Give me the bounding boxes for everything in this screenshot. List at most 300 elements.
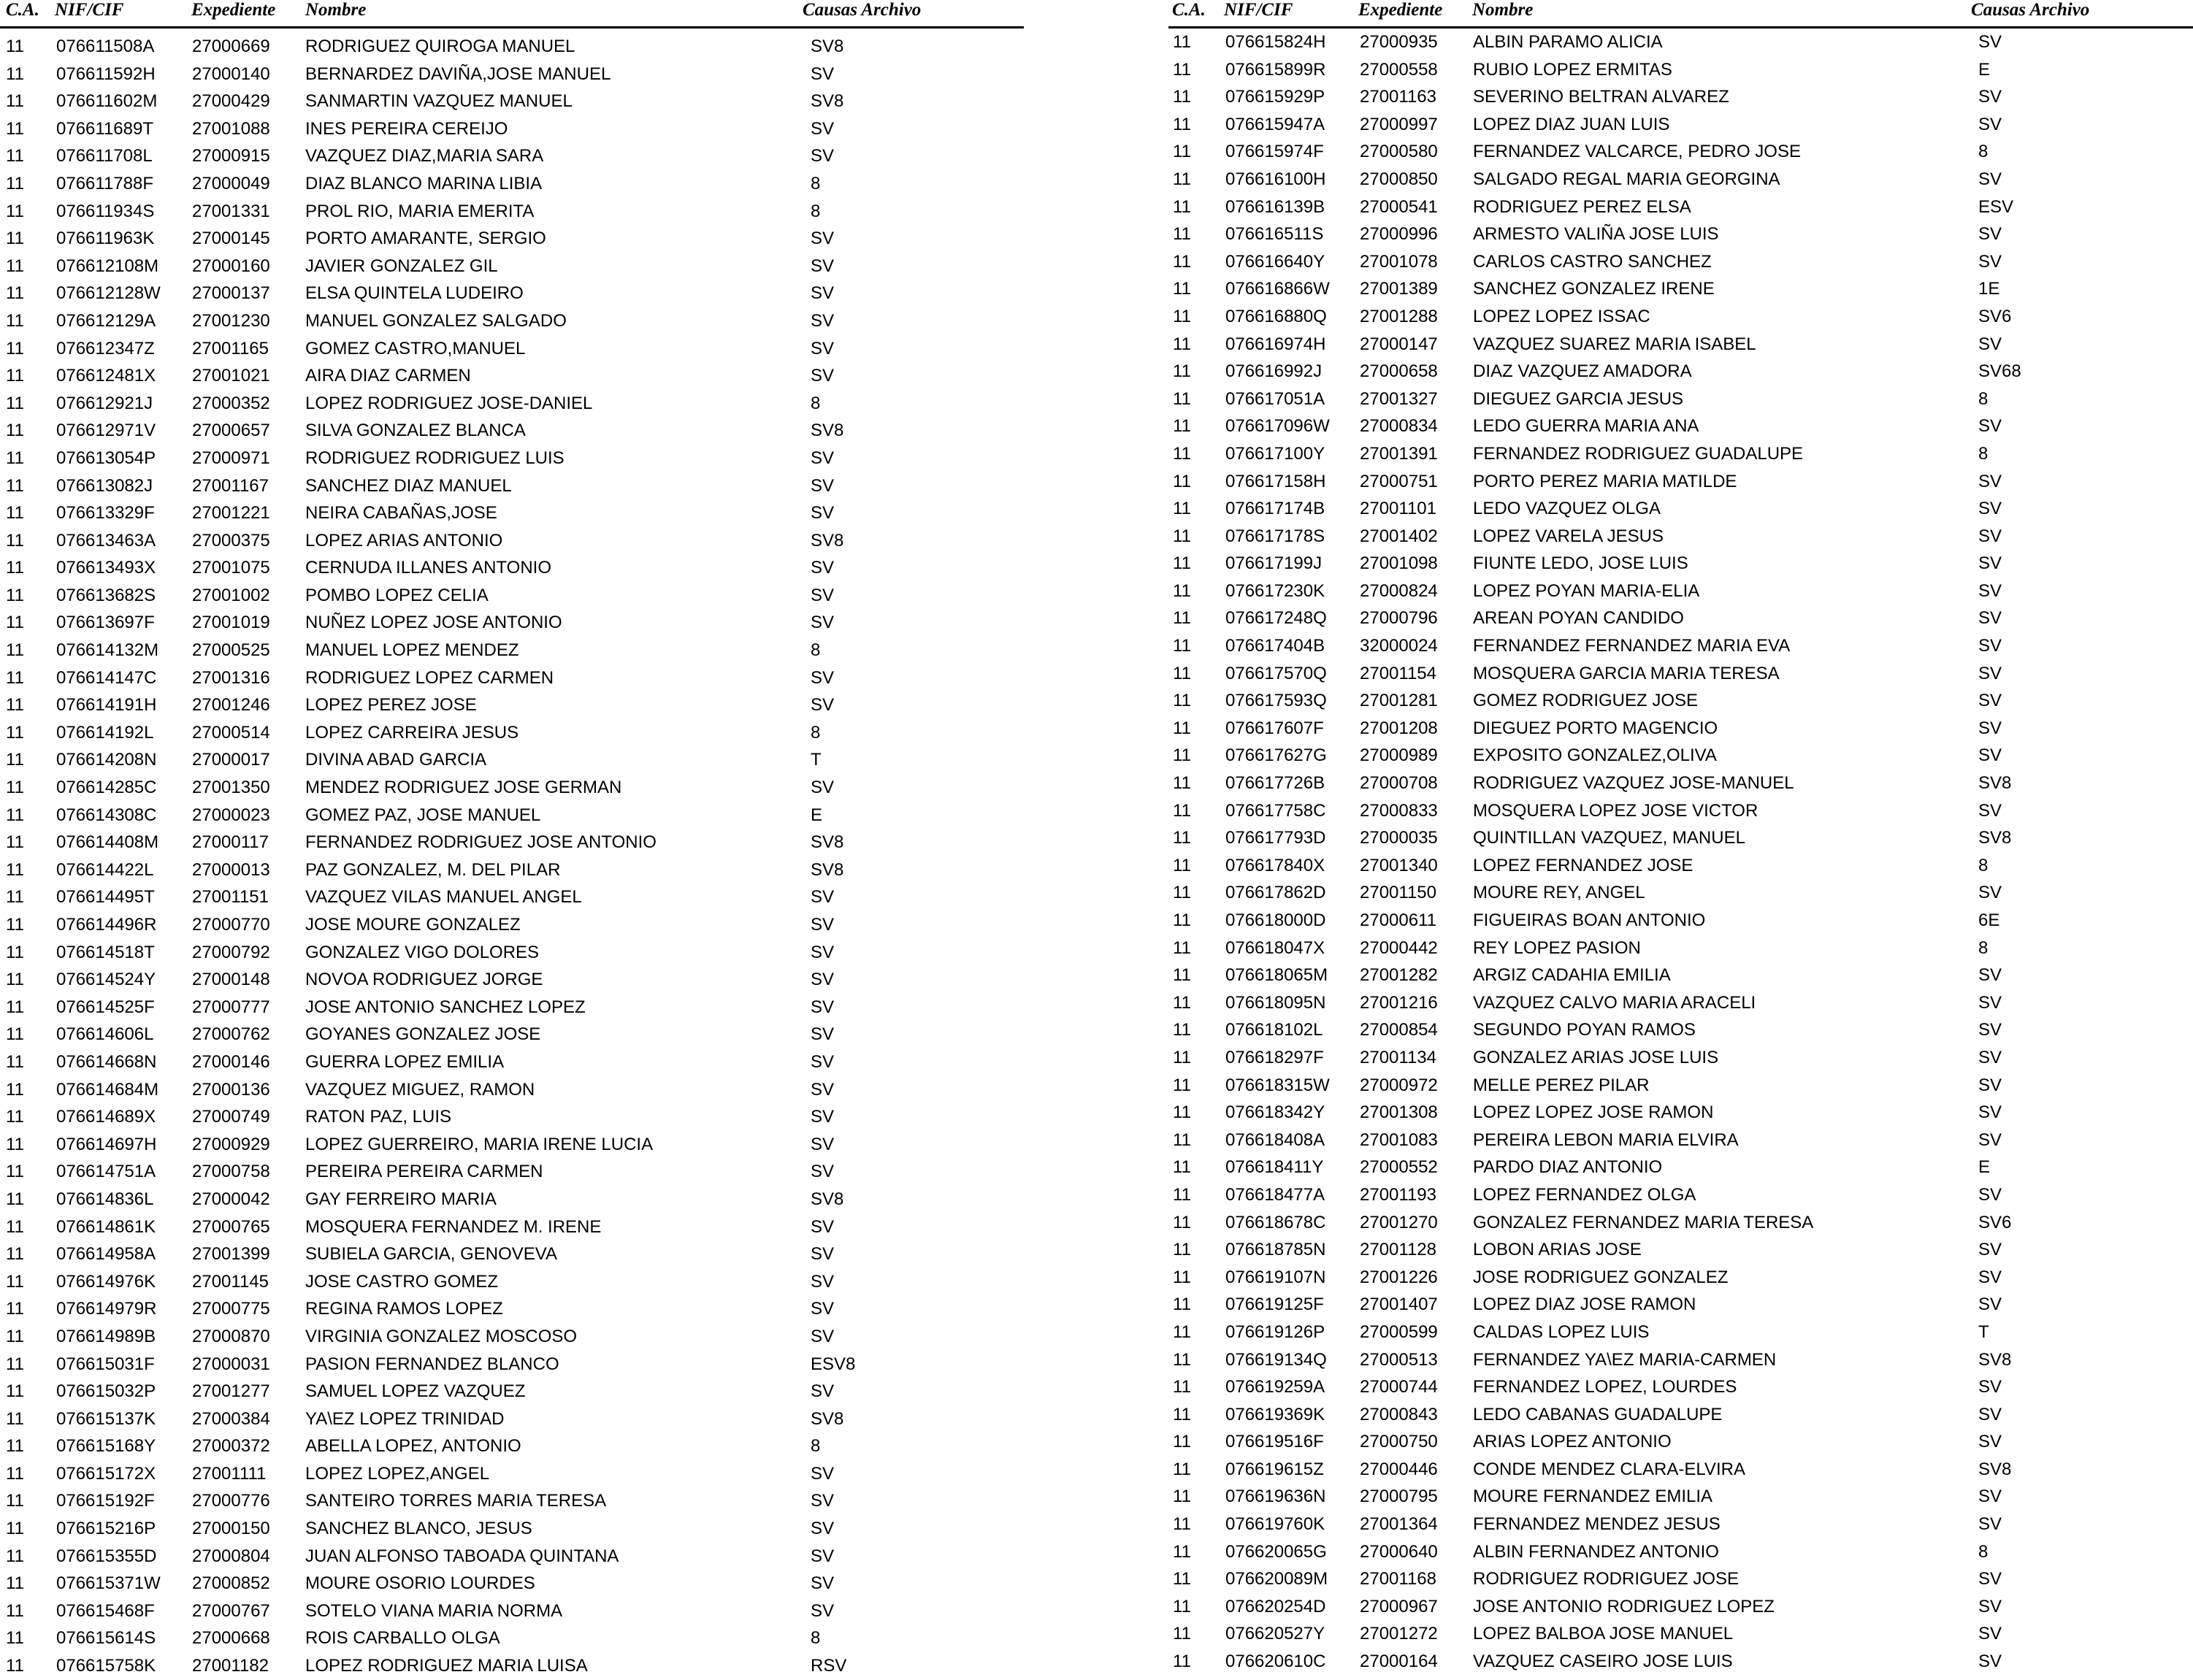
cell-causas: SV [811, 1162, 835, 1182]
cell-causas: SV [811, 1216, 835, 1237]
cell-ca: 11 [6, 997, 24, 1017]
cell-ca: 11 [6, 1189, 24, 1209]
table-row [0, 911, 1024, 939]
cell-causas: SV [1978, 691, 2002, 711]
cell-ca: 11 [1173, 1075, 1191, 1095]
cell-nombre: LOPEZ RODRIGUEZ JOSE-DANIEL [305, 393, 593, 413]
cell-nombre: FERNANDEZ FERNANDEZ MARIA EVA [1473, 636, 1791, 656]
cell-causas: SV [1978, 718, 2002, 738]
cell-ca: 11 [6, 1546, 24, 1566]
cell-causas: SV [1978, 526, 2002, 546]
cell-ca: 11 [6, 146, 24, 166]
cell-expediente: 27000657 [192, 421, 270, 441]
cell-causas: SV [811, 1600, 835, 1621]
table-row [1168, 1511, 2193, 1538]
cell-causas: SV [1978, 1129, 2002, 1150]
table-row [1168, 605, 2193, 632]
cell-causas: SV [1978, 416, 2002, 437]
table-row [1168, 1099, 2193, 1127]
cell-nombre: DIAZ BLANCO MARINA LIBIA [305, 173, 543, 193]
table-row [0, 499, 1024, 527]
cell-nombre: MOSQUERA LOPEZ JOSE VICTOR [1473, 800, 1758, 821]
table-row [0, 1652, 1024, 1680]
cell-nif: 076615371W [56, 1573, 161, 1594]
cell-ca: 11 [6, 722, 24, 743]
cell-ca: 11 [6, 310, 24, 331]
cell-nif: 076615947A [1225, 114, 1325, 134]
cell-nif: 076617607F [1225, 718, 1324, 738]
cell-ca: 11 [1173, 1267, 1191, 1287]
table-row [0, 1213, 1024, 1241]
cell-expediente: 27000749 [192, 1107, 270, 1127]
cell-nif: 076619125F [1225, 1294, 1324, 1315]
table-row [1168, 248, 2193, 276]
cell-causas: SV [811, 1573, 835, 1594]
cell-ca: 11 [1173, 169, 1191, 189]
cell-nombre: SEGUNDO POYAN RAMOS [1473, 1020, 1696, 1040]
cell-expediente: 27000017 [192, 750, 270, 770]
cell-causas: SV [1978, 1020, 2002, 1040]
cell-nif: 076613463A [56, 530, 156, 551]
cell-ca: 11 [1173, 1652, 1191, 1672]
cell-nif: 076615032P [56, 1381, 156, 1402]
header-ca: C.A. [6, 0, 39, 20]
table-row [0, 527, 1024, 555]
cell-nif: 076618678C [1225, 1212, 1326, 1232]
cell-causas: SV [811, 229, 835, 249]
cell-ca: 11 [1173, 279, 1191, 299]
cell-causas: SV8 [1978, 1349, 2012, 1370]
header-causas: Causas Archivo [803, 0, 922, 20]
table-row [1168, 1072, 2193, 1100]
table-row [0, 1323, 1024, 1351]
cell-expediente: 27000750 [1360, 1432, 1438, 1452]
cell-expediente: 27000989 [1360, 745, 1438, 766]
cell-nombre: LOPEZ DIAZ JUAN LUIS [1473, 114, 1670, 134]
cell-nif: 076618408A [1225, 1129, 1325, 1150]
cell-causas: ESV8 [811, 1354, 856, 1374]
cell-nombre: ARMESTO VALIÑA JOSE LUIS [1473, 224, 1719, 245]
cell-causas: SV [811, 1491, 835, 1511]
table-row [0, 637, 1024, 664]
cell-ca: 11 [6, 778, 24, 798]
cell-nif: 076613082J [56, 475, 153, 496]
cell-nif: 076612971V [56, 421, 156, 441]
cell-ca: 11 [6, 613, 24, 633]
table-row [1168, 879, 2193, 907]
cell-nombre: FIGUEIRAS BOAN ANTONIO [1473, 910, 1706, 930]
cell-nombre: MOSQUERA GARCIA MARIA TERESA [1473, 663, 1780, 683]
cell-expediente: 27000833 [1360, 800, 1438, 821]
cell-nif: 076615468F [56, 1600, 155, 1621]
cell-ca: 11 [1173, 499, 1191, 519]
cell-causas: SV [811, 1024, 835, 1045]
cell-nif: 076614422L [56, 859, 154, 880]
cell-expediente: 27001165 [192, 338, 269, 358]
cell-causas: SV [811, 778, 835, 798]
cell-causas: SV [811, 1134, 835, 1154]
cell-expediente: 27000146 [192, 1051, 270, 1072]
cell-ca: 11 [1173, 553, 1191, 574]
cell-nif: 076620254D [1225, 1596, 1326, 1616]
cell-nif: 076619107N [1225, 1267, 1326, 1287]
table-row [1168, 1565, 2193, 1593]
cell-causas: E [1978, 59, 1991, 80]
cell-nif: 076618315W [1225, 1075, 1330, 1095]
cell-ca: 11 [6, 805, 24, 825]
cell-expediente: 27000049 [192, 173, 270, 193]
table-row [1168, 962, 2193, 989]
cell-causas: SV [1978, 1432, 2002, 1452]
cell-causas: SV8 [811, 1408, 844, 1429]
cell-nif: 076617199J [1225, 553, 1323, 574]
cell-causas: SV6 [1978, 1212, 2012, 1232]
table-row [0, 472, 1024, 500]
cell-nombre: SANTEIRO TORRES MARIA TERESA [305, 1491, 607, 1511]
cell-ca: 11 [6, 91, 24, 112]
table-row [1168, 495, 2193, 523]
cell-ca: 11 [6, 695, 24, 716]
cell-ca: 11 [1173, 416, 1191, 437]
cell-ca: 11 [1173, 471, 1191, 491]
cell-expediente: 27000514 [192, 722, 270, 743]
cell-nif: 076616866W [1225, 279, 1330, 299]
cell-ca: 11 [1173, 1322, 1191, 1342]
cell-ca: 11 [1173, 1184, 1191, 1205]
cell-ca: 11 [1173, 718, 1191, 738]
cell-nif: 076615168Y [56, 1436, 156, 1457]
cell-causas: SV [811, 256, 835, 276]
cell-ca: 11 [6, 558, 24, 578]
cell-ca: 11 [6, 1463, 24, 1484]
table-row [1168, 1291, 2193, 1319]
cell-nif: 076616139B [1225, 196, 1325, 217]
table-row [0, 88, 1024, 115]
cell-nif: 076619636N [1225, 1487, 1326, 1507]
cell-nif: 076613493X [56, 558, 156, 578]
table-row [0, 1240, 1024, 1268]
cell-nombre: DIAZ VAZQUEZ AMADORA [1473, 361, 1692, 382]
table-row [0, 994, 1024, 1021]
cell-nif: 076618095N [1225, 992, 1326, 1013]
cell-expediente: 27000513 [1360, 1349, 1438, 1370]
cell-causas: SV68 [1978, 361, 2021, 382]
cell-ca: 11 [1173, 1624, 1191, 1644]
cell-causas: SV [1978, 471, 2002, 491]
cell-nombre: JAVIER GONZALEZ GIL [305, 256, 498, 276]
header-ca: C.A. [1172, 0, 1206, 20]
right-column [1168, 0, 2193, 1676]
cell-nif: 076615758K [56, 1656, 156, 1676]
cell-expediente: 27000442 [1360, 937, 1438, 958]
cell-nombre: RODRIGUEZ QUIROGA MANUEL [305, 37, 575, 56]
cell-expediente: 27001407 [1360, 1294, 1438, 1315]
cell-expediente: 27001246 [192, 695, 270, 716]
cell-nif: 076617593Q [1225, 691, 1327, 711]
cell-causas: SV [811, 942, 835, 962]
cell-expediente: 27000541 [1360, 196, 1438, 217]
cell-ca: 11 [1173, 691, 1191, 711]
cell-expediente: 27000372 [192, 1436, 270, 1457]
table-row [1168, 687, 2193, 715]
cell-nombre: VAZQUEZ CASEIRO JOSE LUIS [1473, 1652, 1733, 1672]
cell-nombre: MANUEL LOPEZ MENDEZ [305, 640, 519, 661]
cell-expediente: 27001221 [192, 503, 270, 523]
cell-nif: 076613054P [56, 448, 156, 468]
cell-ca: 11 [1173, 224, 1191, 245]
cell-causas: SV [1978, 32, 2002, 52]
table-row [1168, 715, 2193, 743]
table-row [1168, 1127, 2193, 1154]
cell-nif: 076611963K [56, 229, 155, 249]
cell-expediente: 27000935 [1360, 32, 1438, 52]
cell-nif: 076611708L [56, 146, 153, 166]
cell-nombre: RODRIGUEZ VAZQUEZ JOSE-MANUEL [1473, 773, 1794, 794]
cell-ca: 11 [6, 1491, 24, 1511]
cell-causas: SV [1978, 499, 2002, 519]
cell-ca: 11 [6, 887, 24, 908]
cell-expediente: 27001193 [1360, 1184, 1436, 1205]
cell-expediente: 27001226 [1360, 1267, 1438, 1287]
cell-causas: SV [811, 283, 835, 304]
cell-expediente: 27000640 [1360, 1541, 1438, 1562]
cell-nombre: ABELLA LOPEZ, ANTONIO [305, 1436, 521, 1457]
table-row [1168, 1264, 2193, 1292]
cell-causas: SV8 [811, 530, 844, 551]
cell-expediente: 27000834 [1360, 416, 1438, 437]
cell-nif: 076618000D [1225, 910, 1326, 930]
cell-nif: 076617178S [1225, 526, 1325, 546]
table-row [1168, 1319, 2193, 1346]
cell-nombre: JOSE CASTRO GOMEZ [305, 1271, 499, 1292]
cell-nif: 076615192F [56, 1491, 155, 1511]
cell-nombre: ELSA QUINTELA LUDEIRO [305, 283, 524, 304]
cell-expediente: 27000669 [192, 37, 270, 56]
cell-ca: 11 [6, 1600, 24, 1621]
cell-nif: 076617174B [1225, 499, 1325, 519]
cell-expediente: 27001288 [1360, 306, 1438, 326]
cell-causas: SV [1978, 224, 2002, 245]
cell-causas: SV [811, 695, 835, 716]
cell-ca: 11 [6, 1024, 24, 1045]
cell-expediente: 27000751 [1360, 471, 1438, 491]
table-row [0, 1351, 1024, 1378]
table-row [1168, 1154, 2193, 1181]
cell-expediente: 27000147 [1360, 334, 1438, 354]
cell-causas: SV [811, 1051, 835, 1072]
cell-nif: 076614861K [56, 1216, 156, 1237]
cell-ca: 11 [1173, 965, 1191, 986]
table-row [0, 362, 1024, 390]
cell-causas: SV [811, 1271, 835, 1292]
cell-nombre: SOTELO VIANA MARIA NORMA [305, 1600, 563, 1621]
table-row [0, 664, 1024, 692]
cell-nombre: LOPEZ LOPEZ,ANGEL [305, 1463, 490, 1484]
cell-nombre: SUBIELA GARCIA, GENOVEVA [305, 1244, 557, 1265]
cell-expediente: 27001364 [1360, 1514, 1438, 1535]
cell-nif: 076615824H [1225, 32, 1326, 52]
table-row [1168, 1428, 2193, 1456]
table-row [0, 1405, 1024, 1433]
cell-ca: 11 [1173, 1514, 1191, 1535]
table-row [0, 198, 1024, 226]
cell-expediente: 27000770 [192, 915, 270, 935]
cell-ca: 11 [6, 859, 24, 880]
cell-nombre: INES PEREIRA CEREIJO [305, 118, 508, 139]
cell-nif: 076615137K [56, 1408, 156, 1429]
cell-expediente: 27001327 [1360, 388, 1438, 409]
cell-nif: 076614285C [56, 778, 157, 798]
cell-expediente: 27001391 [1360, 443, 1438, 464]
table-row [0, 1597, 1024, 1625]
cell-ca: 11 [1173, 1020, 1191, 1040]
cell-ca: 11 [6, 1326, 24, 1346]
cell-expediente: 27001167 [192, 475, 269, 496]
cell-nombre: GONZALEZ FERNANDEZ MARIA TERESA [1473, 1212, 1814, 1232]
table-row [1168, 468, 2193, 496]
cell-nombre: EXPOSITO GONZALEZ,OLIVA [1473, 745, 1717, 766]
cell-nif: 076611689T [56, 118, 154, 139]
cell-nif: 076616974H [1225, 334, 1326, 354]
cell-expediente: 27000996 [1360, 224, 1438, 245]
table-row [0, 939, 1024, 967]
cell-ca: 11 [6, 1162, 24, 1182]
cell-ca: 11 [1173, 361, 1191, 382]
cell-causas: SV [1978, 1184, 2002, 1205]
cell-nombre: SANCHEZ GONZALEZ IRENE [1473, 279, 1715, 299]
cell-nif: 076612108M [56, 256, 159, 276]
cell-expediente: 27000145 [192, 229, 270, 249]
cell-expediente: 27001399 [192, 1244, 270, 1265]
cell-causas: SV [1978, 800, 2002, 821]
table-row [0, 1543, 1024, 1570]
table-row [0, 691, 1024, 719]
cell-nombre: MOURE REY, ANGEL [1473, 883, 1645, 903]
cell-nif: 076618297F [1225, 1047, 1324, 1067]
cell-nombre: FERNANDEZ MENDEZ JESUS [1473, 1514, 1721, 1535]
cell-nif: 076611934S [56, 201, 155, 221]
cell-nif: 076616511S [1225, 224, 1324, 245]
table-row [1168, 1016, 2193, 1044]
cell-nombre: PORTO AMARANTE, SERGIO [305, 229, 546, 249]
cell-ca: 11 [6, 421, 24, 441]
table-row [1168, 193, 2193, 221]
table-row [1168, 275, 2193, 303]
cell-causas: SV8 [811, 832, 844, 853]
cell-expediente: 27001075 [192, 558, 270, 578]
table-row [1168, 331, 2193, 358]
table-row [1168, 1456, 2193, 1484]
cell-nif: 076615899R [1225, 59, 1326, 80]
table-row [1168, 1373, 2193, 1401]
cell-causas: SV [1978, 1102, 2002, 1123]
cell-ca: 11 [6, 530, 24, 551]
cell-nombre: NUÑEZ LOPEZ JOSE ANTONIO [305, 613, 562, 633]
cell-expediente: 27000429 [192, 91, 270, 112]
cell-nif: 076614495T [56, 887, 155, 908]
cell-nif: 076614208N [56, 750, 157, 770]
cell-ca: 11 [1173, 443, 1191, 464]
cell-nif: 076611602M [56, 91, 158, 112]
cell-nif: 076617570Q [1225, 663, 1327, 683]
table-row [0, 225, 1024, 253]
cell-causas: SV [811, 1519, 835, 1539]
table-row [0, 115, 1024, 143]
cell-causas: 8 [1978, 937, 1989, 958]
cell-expediente: 27000854 [1360, 1020, 1438, 1040]
cell-nombre: RODRIGUEZ LOPEZ CARMEN [305, 667, 554, 688]
cell-nombre: MOSQUERA FERNANDEZ M. IRENE [305, 1216, 602, 1237]
table-row [0, 856, 1024, 884]
cell-causas: SV [1978, 745, 2002, 766]
cell-causas: 8 [811, 722, 821, 743]
cell-ca: 11 [1173, 1157, 1191, 1178]
cell-ca: 11 [6, 503, 24, 523]
cell-causas: SV [1978, 1624, 2002, 1644]
cell-causas: SV [811, 970, 835, 990]
cell-expediente: 27001277 [192, 1381, 270, 1402]
cell-causas: SV [811, 1107, 835, 1127]
table-row [1168, 852, 2193, 880]
cell-ca: 11 [1173, 745, 1191, 766]
cell-nombre: JOSE RODRIGUEZ GONZALEZ [1473, 1267, 1729, 1287]
cell-expediente: 27000446 [1360, 1459, 1438, 1479]
cell-causas: 8 [811, 393, 821, 413]
cell-expediente: 27000164 [1360, 1652, 1438, 1672]
cell-ca: 11 [6, 1354, 24, 1374]
cell-expediente: 27001078 [1360, 251, 1438, 272]
cell-expediente: 27000384 [192, 1408, 270, 1429]
table-row [0, 802, 1024, 829]
table-row [0, 829, 1024, 856]
cell-ca: 11 [1173, 1129, 1191, 1150]
cell-nif: 076619760K [1225, 1514, 1325, 1535]
cell-expediente: 27000972 [1360, 1075, 1438, 1095]
table-row [0, 33, 1024, 61]
cell-ca: 11 [6, 1519, 24, 1539]
cell-ca: 11 [1173, 580, 1191, 601]
cell-nif: 076614132M [56, 640, 159, 661]
cell-causas: 8 [1978, 142, 1989, 162]
cell-causas: SV [811, 887, 835, 908]
cell-nif: 076614525F [56, 997, 155, 1017]
cell-nombre: GOMEZ CASTRO,MANUEL [305, 338, 526, 358]
table-row [0, 966, 1024, 994]
cell-expediente: 27000971 [192, 448, 270, 468]
cell-nif: 076617158H [1225, 471, 1326, 491]
table-row [0, 1295, 1024, 1323]
cell-nombre: GOMEZ RODRIGUEZ JOSE [1473, 691, 1699, 711]
cell-ca: 11 [6, 1299, 24, 1319]
cell-ca: 11 [1173, 1349, 1191, 1370]
cell-nombre: LOPEZ POYAN MARIA-ELIA [1473, 580, 1700, 601]
cell-nif: 076615172X [56, 1463, 156, 1484]
table-row [1168, 660, 2193, 688]
cell-causas: SV [1978, 883, 2002, 903]
cell-ca: 11 [1173, 937, 1191, 958]
cell-causas: 8 [1978, 443, 1989, 464]
cell-nif: 076619516F [1225, 1432, 1324, 1452]
table-row [1168, 1401, 2193, 1429]
table-row [1168, 1620, 2193, 1648]
cell-nombre: AREAN POYAN CANDIDO [1473, 608, 1684, 629]
cell-nombre: YA\EZ LOPEZ TRINIDAD [305, 1408, 505, 1429]
cell-ca: 11 [1173, 526, 1191, 546]
cell-ca: 11 [6, 915, 24, 935]
cell-expediente: 27001182 [192, 1656, 269, 1676]
cell-nombre: MENDEZ RODRIGUEZ JOSE GERMAN [305, 778, 622, 798]
table-header [0, 0, 1024, 28]
